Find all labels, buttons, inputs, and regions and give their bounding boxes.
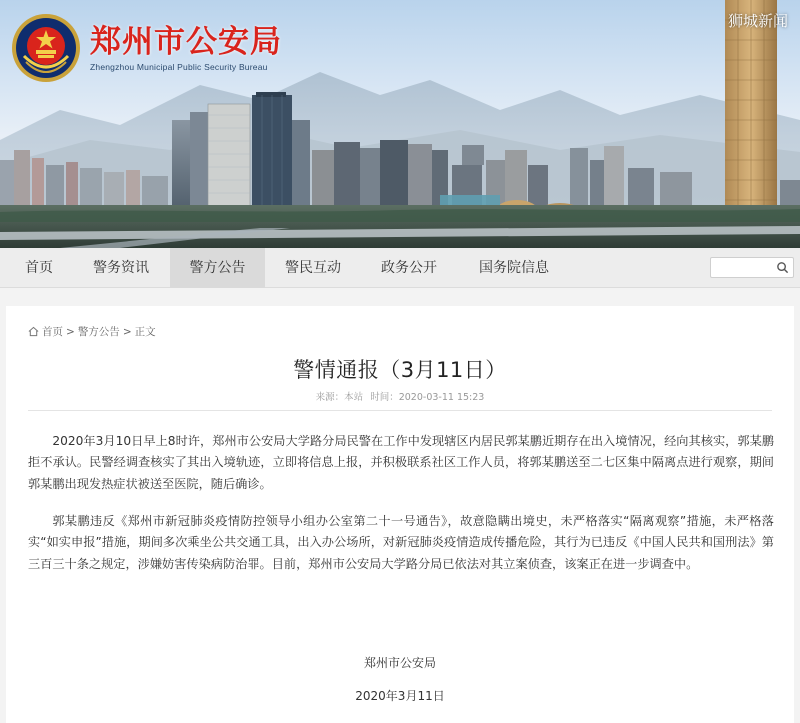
site-subtitle: Zhengzhou Municipal Public Security Bureau (90, 62, 268, 72)
title-divider (28, 410, 772, 411)
nav-item-police-news[interactable]: 警务资讯 (93, 260, 149, 276)
nav-item-police-public-interaction[interactable]: 警民互动 (285, 260, 341, 276)
article-title: 警情通报（3月11日） (293, 358, 507, 382)
nav-item-government-affairs[interactable]: 政务公开 (381, 260, 437, 276)
site-title: 郑州市公安局 (90, 24, 282, 60)
breadcrumb-separator: > (66, 325, 75, 338)
breadcrumb-home[interactable]: 首页 (42, 326, 63, 338)
nav-item-state-council-info[interactable]: 国务院信息 (479, 260, 549, 276)
article-paragraph: 2020年3月10日早上8时许，郑州市公安局大学路分局民警在工作中发现辖区内居民郭某鹏近期存在出入境情况，经向其核实，郭某鹏拒不承认。民警经调查核实了其出入境轨迹，立即将信息上报，并积极联系社区工作人员，将郭某鹏送至二七区集中隔离点进行观察，期间郭某鹏出现发热症状被送至医院，随后确诊。 (28, 434, 774, 491)
search-input[interactable] (713, 259, 775, 276)
article-source: 来源：本站 (315, 392, 364, 403)
nav-item-home[interactable]: 首页 (25, 260, 53, 276)
breadcrumb-current: 正文 (134, 326, 156, 338)
search-icon[interactable] (776, 261, 789, 274)
home-icon (28, 326, 39, 337)
main-nav (0, 248, 800, 288)
site-logo[interactable] (10, 12, 282, 84)
breadcrumb-section[interactable]: 警方公告 (77, 326, 120, 338)
header-banner (0, 0, 800, 248)
breadcrumb (28, 324, 156, 339)
article-paragraph: 郭某鹏违反《郑州市新冠肺炎疫情防控领导小组办公室第二十一号通告》，故意隐瞒出境史，未严格落实“隔离观察”措施，未严格落实“如实申报”措施，期间多次乘坐公共交通工具，出入办公场所，对新冠肺炎疫情造成传播危险，其行为已违反《中国人民共和国刑法》第三百三十条之规定，涉嫌妨害传染病防治罪。目前，郑州市公安局大学路分局已依法对其立案侦查，该案正在进一步调查中。 (28, 514, 774, 571)
nav-item-police-notices[interactable]: 警方公告 (170, 248, 265, 288)
article-time: 时间：2020-03-11 15:23 (370, 392, 485, 403)
watermark: 狮城新闻 (727, 12, 788, 30)
article-signature: 郑州市公安局 (363, 656, 436, 670)
article-meta (6, 389, 794, 403)
article-date: 2020年3月11日 (355, 689, 445, 703)
search-box (710, 257, 794, 278)
article-card (6, 306, 794, 723)
police-emblem-icon (10, 12, 82, 84)
breadcrumb-separator: > (122, 325, 132, 338)
